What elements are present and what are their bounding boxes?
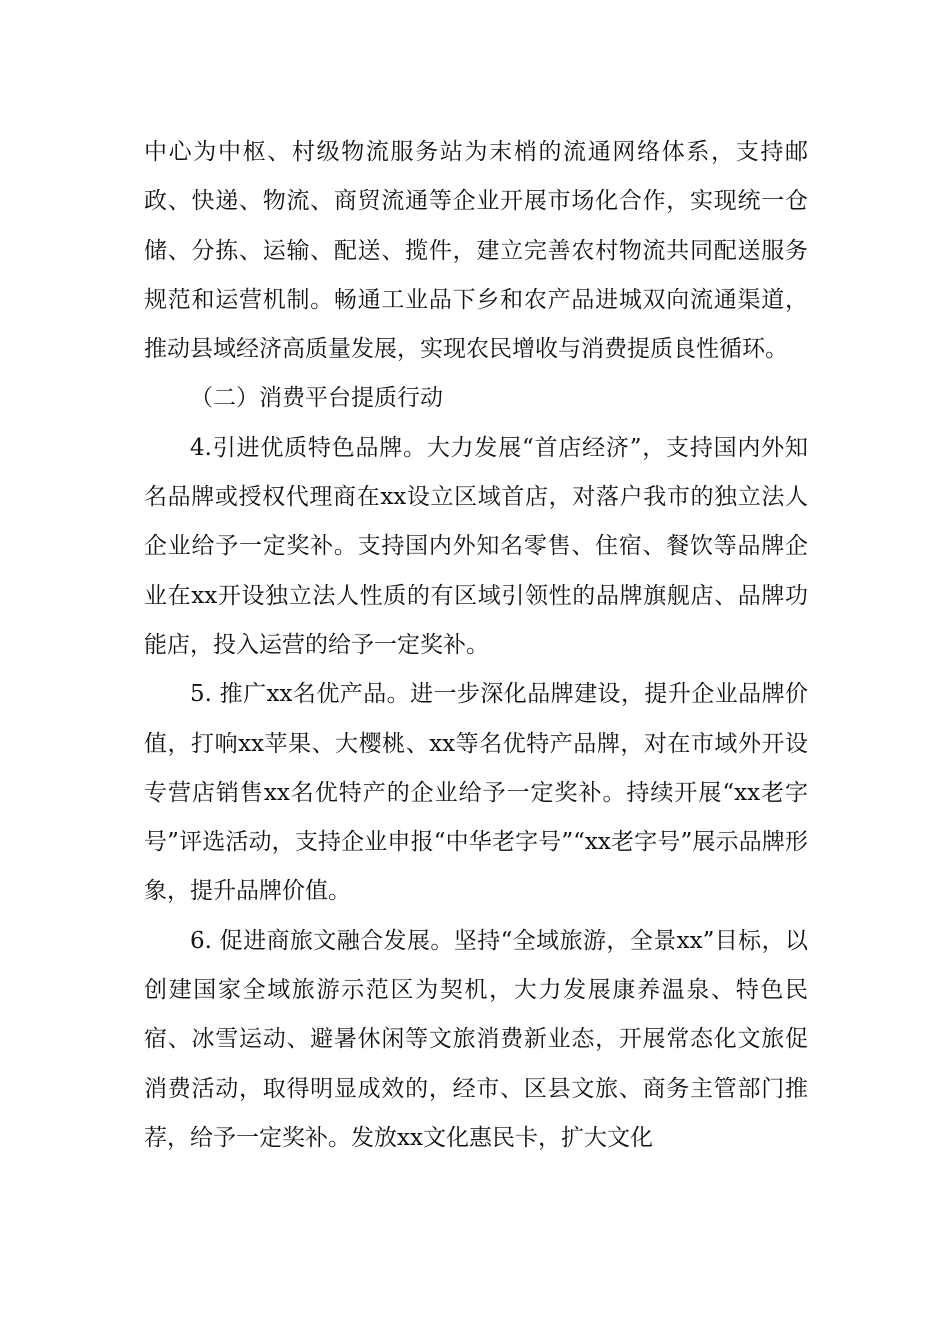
document-body — [144, 128, 808, 1163]
paragraph-item-5-promote-products: 5. 推广xx名优产品。进一步深化品牌建设，提升企业品牌价值，打响xx苹果、大樱桃、xx等名优特产品牌，对在市域外开设专营店销售xx名优特产的企业给予一定奖补。持续开展“xx老字号”评选活动，支持企业申报“中华老字号”“xx老字号”展示品牌形象，提升品牌价值。 — [144, 681, 808, 905]
paragraph-logistics-network: 中心为中枢、村级物流服务站为末梢的流通网络体系，支持邮政、快递、物流、商贸流通等企业开展市场化合作，实现统一仓储、分拣、运输、配送、揽件，建立完善农村物流共同配送服务规范和运营机制。畅通工业品下乡和农产品进城双向流通渠道，推动县域经济高质量发展，实现农民增收与消费提质良性循环。 — [144, 139, 808, 363]
paragraph-item-6-culture-tourism: 6. 促进商旅文融合发展。坚持“全域旅游，全景xx”目标，以创建国家全域旅游示范区为契机，大力发展康养温泉、特色民宿、冰雪运动、避暑休闲等文旅消费新业态，开展常态化文旅促消费活动，取得明显成效的，经市、区县文旅、商务主管部门推荐，给予一定奖补。发放xx文化惠民卡，扩大文化 — [144, 927, 808, 1151]
section-heading-consumption-platform: （二）消费平台提质行动 — [190, 385, 443, 412]
paragraph-item-4-quality-brands: 4.引进优质特色品牌。大力发展“首店经济”，支持国内外知名品牌或授权代理商在xx设立区域首店，对落户我市的独立法人企业给予一定奖补。支持国内外知名零售、住宿、餐饮等品牌企业在xx开设独立法人性质的有区域引领性的品牌旗舰店、品牌功能店，投入运营的给予一定奖补。 — [144, 434, 808, 658]
